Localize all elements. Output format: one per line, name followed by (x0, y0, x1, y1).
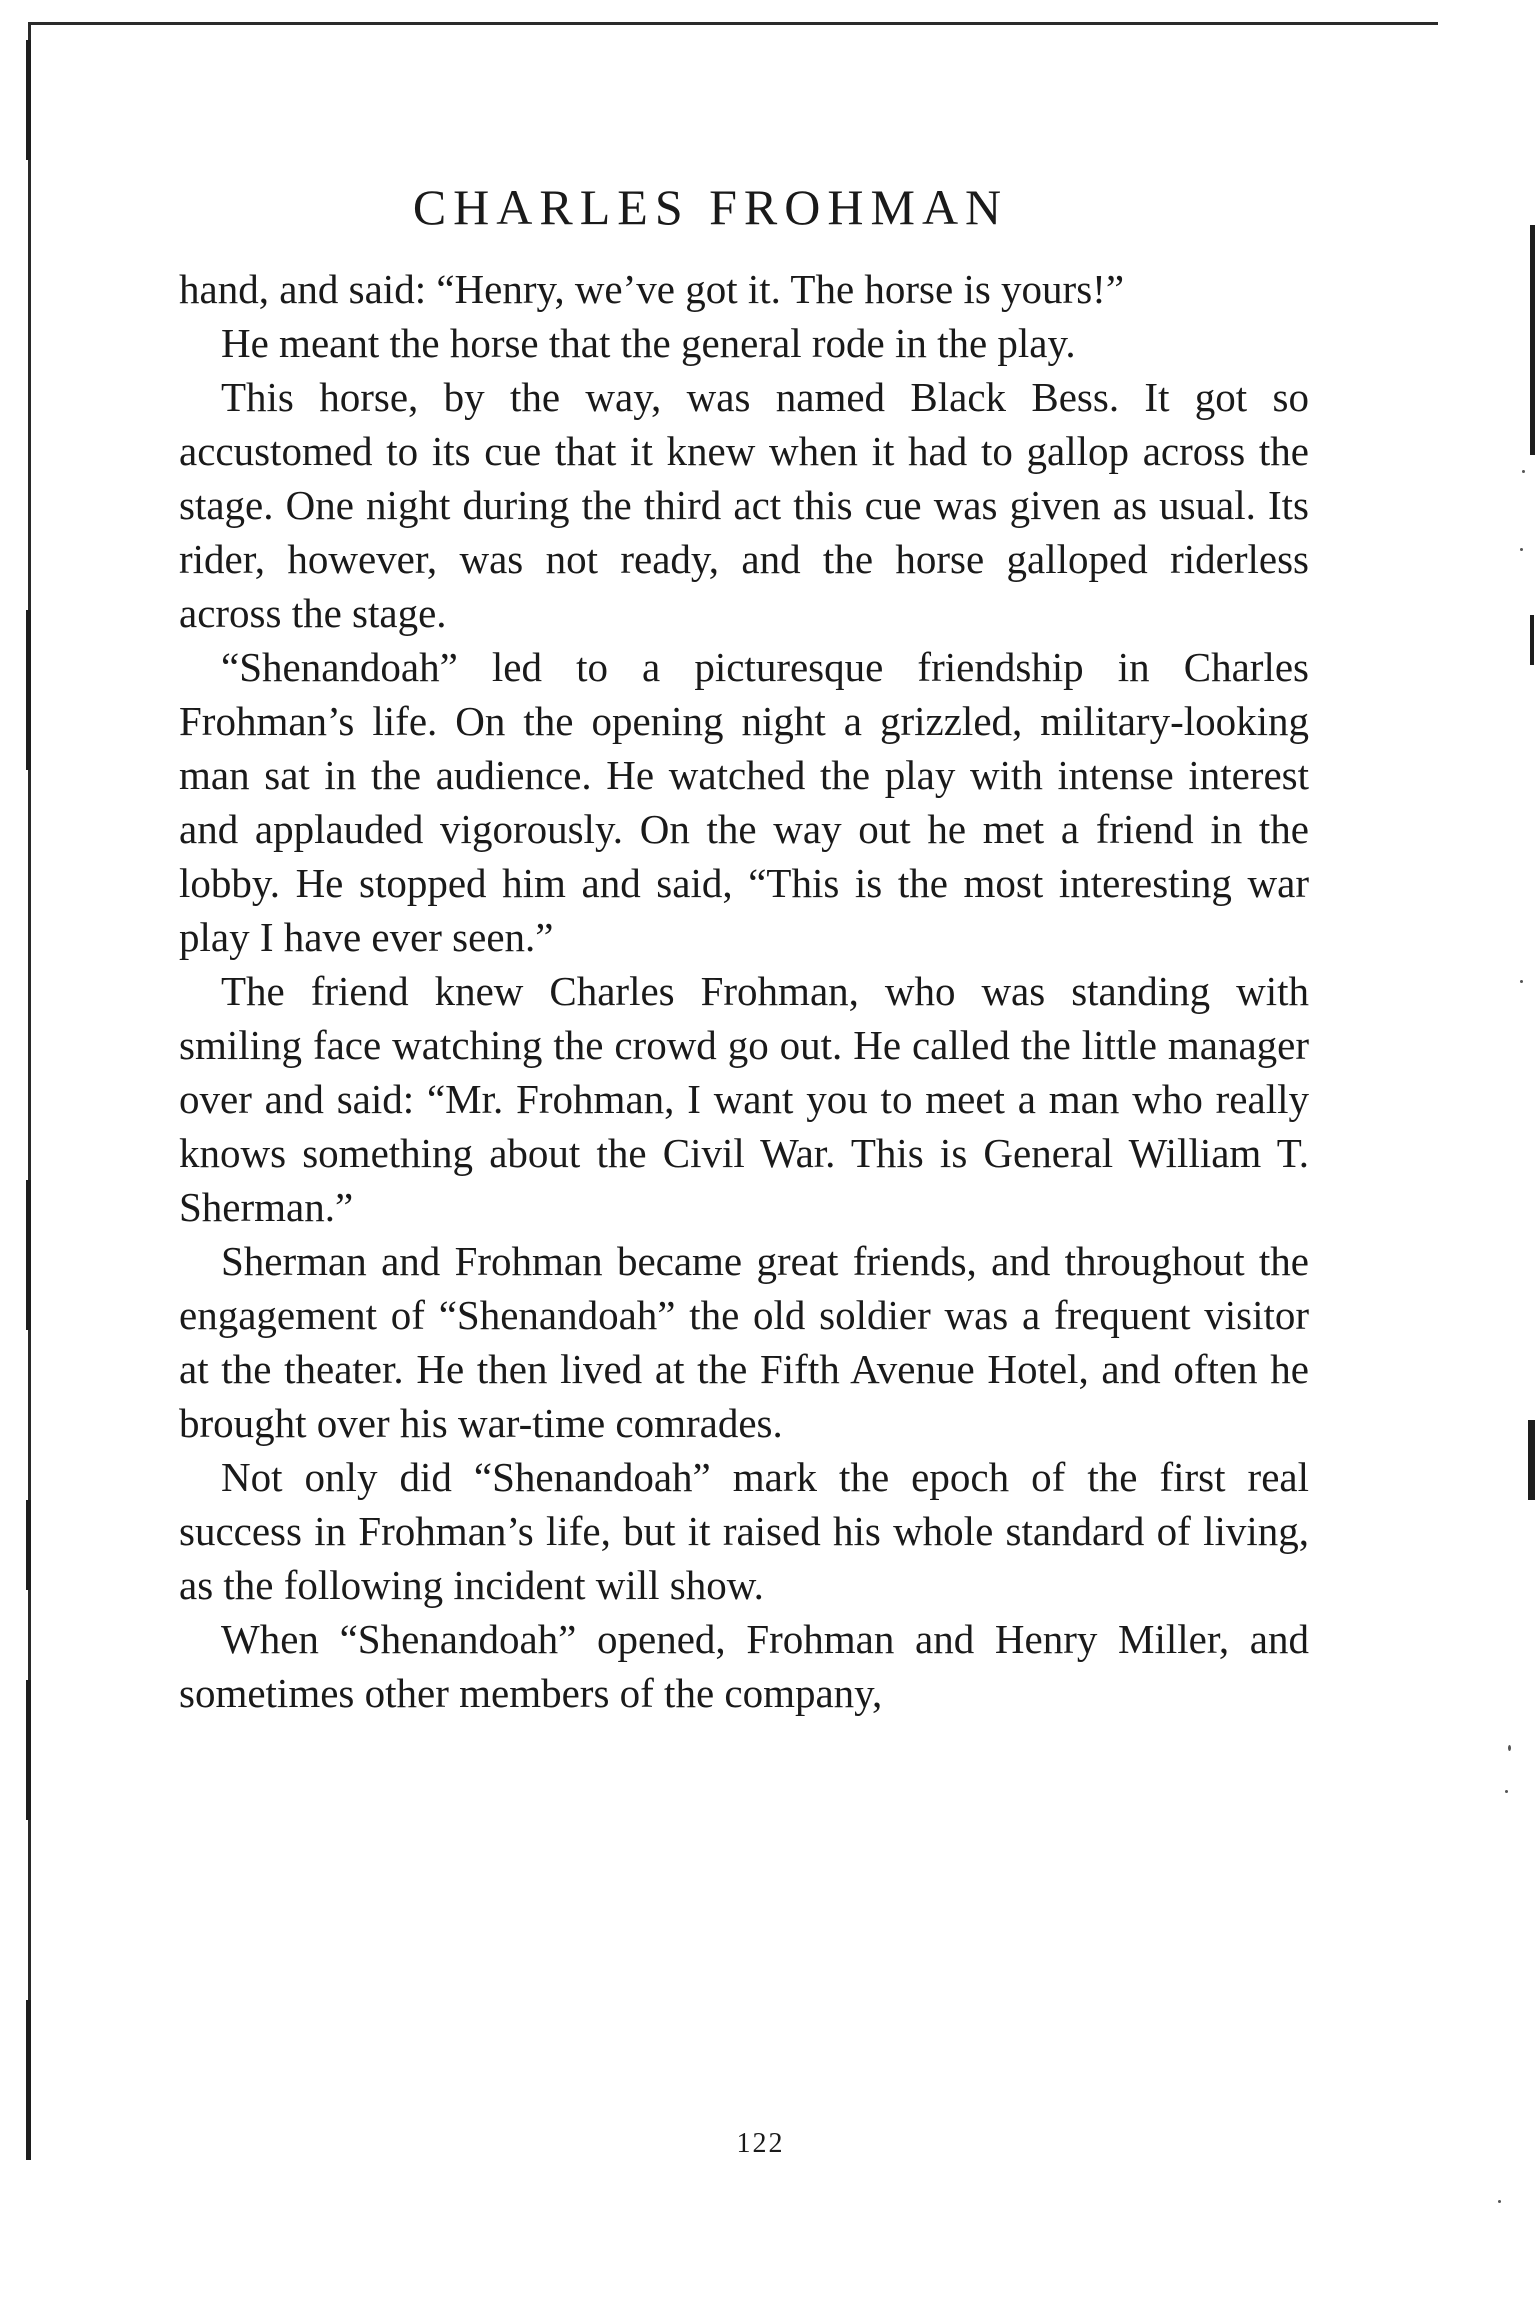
running-head: CHARLES FROHMAN (412, 179, 1009, 235)
paragraph: Sherman and Frohman became great friends, and throughout the engagement of “Shenandoah” the old soldier was a frequent visitor at the theater. He then lived at the Fifth Avenue Hotel, and often he brought over his war-time comrades. (179, 1238, 1309, 1446)
scan-speck (1520, 548, 1523, 551)
scan-mark-left-2 (26, 610, 31, 770)
body-text (179, 262, 1309, 1720)
scan-mark-left-4 (26, 1500, 31, 1590)
paragraph: “Shenandoah” led to a picturesque friendship in Charles Frohman’s life. On the opening night a grizzled, military-looking man sat in the audience. He watched the play with intense interest and applauded vigorously. On the way out he met a friend in the lobby. He stopped him and said, “This is the most interesting war play I have ever seen.” (179, 644, 1309, 960)
scan-mark-left-1 (26, 40, 31, 160)
paragraph: The friend knew Charles Frohman, who was standing with smiling face watching the crowd go out. He called the little manager over and said: “Mr. Frohman, I want you to meet a man who really knows something about the Civil War. This is General William T. Sherman.” (179, 968, 1309, 1230)
scan-mark-left-5 (26, 1680, 31, 1820)
scan-mark-left-3 (26, 1180, 31, 1330)
scan-speck (1498, 2200, 1501, 2203)
scan-speck (1522, 470, 1525, 473)
scan-mark-right-1 (1530, 225, 1535, 455)
paragraph: hand, and said: “Henry, we’ve got it. The horse is yours!” (179, 266, 1125, 312)
page-edge-left (28, 22, 31, 2152)
scan-speck (1520, 980, 1523, 983)
page-number: 122 (736, 2128, 785, 2159)
paragraph: Not only did “Shenandoah” mark the epoch of the first real success in Frohman’s life, but it raised his whole standard of living, as the following incident will show. (179, 1454, 1309, 1608)
paragraph: When “Shenandoah” opened, Frohman and Henry Miller, and sometimes other members of the company, (179, 1616, 1309, 1716)
scan-speck (1505, 1790, 1508, 1793)
scan-speck (1508, 1745, 1511, 1751)
paragraph: He meant the horse that the general rode in the play. (221, 320, 1076, 366)
paragraph: This horse, by the way, was named Black Bess. It got so accustomed to its cue that it knew when it had to gallop across the stage. One night during the third act this cue was given as usual. Its rider, however, was not ready, and the horse galloped riderless across the stage. (179, 374, 1309, 636)
scan-mark-right-3 (1528, 1420, 1535, 1500)
scan-mark-right-2 (1530, 615, 1534, 665)
page-edge-top (28, 22, 1438, 25)
